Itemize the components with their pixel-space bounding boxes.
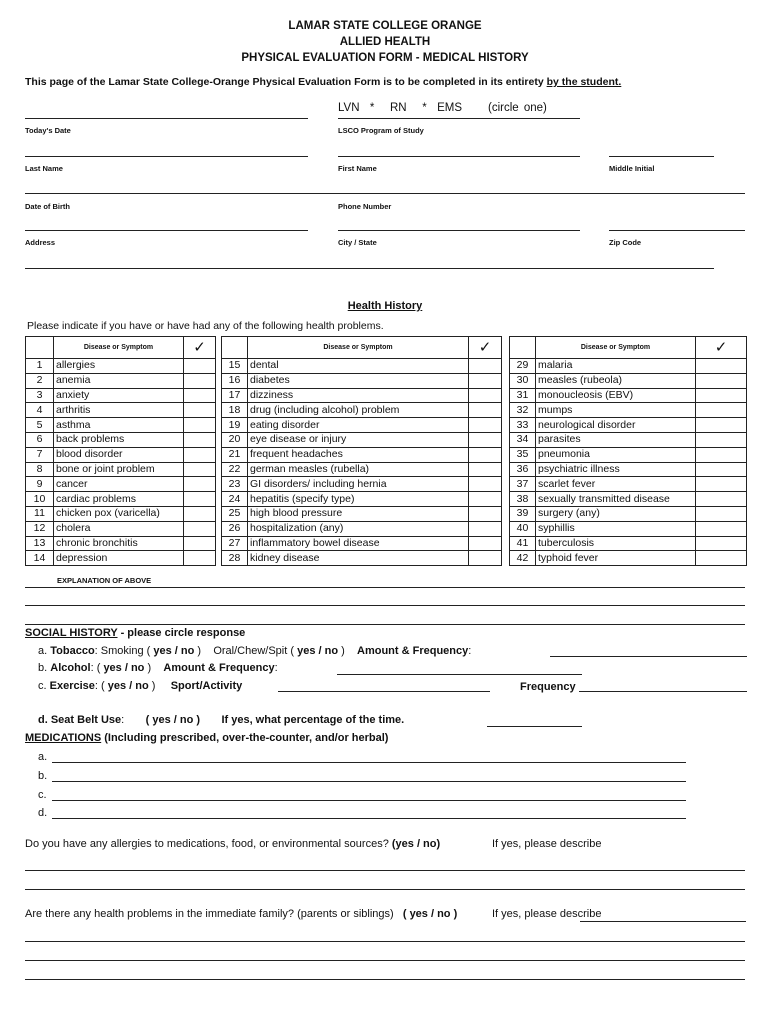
table-row <box>26 359 747 374</box>
disease-name: neurological disorder <box>536 418 696 433</box>
column-gap <box>502 536 510 551</box>
column-gap <box>502 359 510 374</box>
department-name: ALLIED HEALTH <box>339 36 431 48</box>
check-cell[interactable] <box>184 373 216 388</box>
disease-name: drug (including alcohol) problem <box>248 403 469 418</box>
family-describe-line[interactable] <box>580 921 746 922</box>
disease-name: chicken pox (varicella) <box>54 506 184 521</box>
check-cell[interactable] <box>696 447 747 462</box>
seatbelt-prefix: d. <box>38 714 48 726</box>
table-row <box>26 432 747 447</box>
city-line[interactable] <box>338 230 580 231</box>
explanation-line-3[interactable] <box>25 624 745 625</box>
tobacco-close-2: ) <box>341 645 345 657</box>
disease-name: psychiatric illness <box>536 462 696 477</box>
disease-name: anemia <box>54 373 184 388</box>
exercise-sport-line[interactable] <box>278 691 490 692</box>
exercise-row <box>38 680 242 692</box>
disease-name: eye disease or injury <box>248 432 469 447</box>
check-cell[interactable] <box>696 373 747 388</box>
disease-name: anxiety <box>54 388 184 403</box>
item-number: 2 <box>26 373 54 388</box>
circle-note: (circle one) <box>488 102 547 114</box>
family-row <box>25 908 457 920</box>
family-describe: If yes, please describe <box>492 908 602 920</box>
exercise-close: ) <box>151 680 156 692</box>
check-cell[interactable] <box>469 403 502 418</box>
item-number: 29 <box>510 359 536 374</box>
exercise-open: : ( <box>94 680 105 692</box>
check-cell[interactable] <box>696 536 747 551</box>
item-number: 39 <box>510 506 536 521</box>
program-label: LSCO Program of Study <box>338 126 424 135</box>
table-row <box>26 506 747 521</box>
disease-name: cancer <box>54 477 184 492</box>
medications-subtitle: (Including prescribed, over-the-counter, and/or herbal) <box>101 732 389 744</box>
item-number: 18 <box>222 403 248 418</box>
middle-initial-line[interactable] <box>609 156 714 157</box>
form-title: PHYSICAL EVALUATION FORM - MEDICAL HISTORY <box>241 52 529 64</box>
table-row <box>26 477 747 492</box>
tobacco-label: Tobacco <box>50 645 95 657</box>
first-name-label: First Name <box>338 164 377 173</box>
program-lvn[interactable]: LVN <box>338 102 360 114</box>
allergies-line-1[interactable] <box>25 870 745 871</box>
item-number: 15 <box>222 359 248 374</box>
disease-name: parasites <box>536 432 696 447</box>
alcohol-amount: Amount & Frequency <box>163 662 275 674</box>
disease-name: cholera <box>54 521 184 536</box>
disease-name: malaria <box>536 359 696 374</box>
program-rn[interactable]: RN <box>390 102 407 114</box>
col-header-1: Disease or Symptom <box>54 337 184 359</box>
disease-name: eating disorder <box>248 418 469 433</box>
allergies-question: Do you have any allergies to medications, food, or environmental sources? <box>25 838 389 850</box>
exercise-frequency-label: Frequency <box>520 681 576 693</box>
check-cell[interactable] <box>696 403 747 418</box>
allergies-describe: If yes, please describe <box>492 838 602 850</box>
item-number: 23 <box>222 477 248 492</box>
column-gap <box>502 418 510 433</box>
check-cell[interactable] <box>696 462 747 477</box>
item-number: 26 <box>222 521 248 536</box>
health-history-table <box>25 336 747 566</box>
alcohol-amount-line[interactable] <box>337 674 582 675</box>
disease-name: kidney disease <box>248 551 469 566</box>
table-row <box>26 462 747 477</box>
item-number: 1 <box>26 359 54 374</box>
seatbelt-percentage-line[interactable] <box>487 726 582 727</box>
alcohol-row <box>38 662 278 674</box>
check-cell[interactable] <box>696 418 747 433</box>
sep-1: * <box>369 102 375 114</box>
column-gap <box>502 492 510 507</box>
address-line[interactable] <box>25 230 308 231</box>
medications-heading <box>25 732 388 744</box>
column-gap <box>502 403 510 418</box>
table-row <box>26 551 747 566</box>
family-line-2[interactable] <box>25 960 745 961</box>
tobacco-smoking: : Smoking ( <box>94 645 151 657</box>
disease-name: syphillis <box>536 521 696 536</box>
check-cell[interactable] <box>469 373 502 388</box>
item-number: 9 <box>26 477 54 492</box>
first-name-line[interactable] <box>338 156 580 157</box>
program-ems[interactable]: EMS <box>437 102 463 114</box>
allergies-row <box>25 838 440 850</box>
dob-label: Date of Birth <box>25 202 70 211</box>
explanation-line-2[interactable] <box>25 605 745 606</box>
disease-name: measles (rubeola) <box>536 373 696 388</box>
item-number: 24 <box>222 492 248 507</box>
disease-name: surgery (any) <box>536 506 696 521</box>
alcohol-colon: : <box>274 662 278 674</box>
item-number: 19 <box>222 418 248 433</box>
col-num-1 <box>26 337 54 359</box>
check-cell[interactable] <box>469 418 502 433</box>
disease-name: back problems <box>54 432 184 447</box>
exercise-label: Exercise <box>49 680 95 692</box>
item-number: 40 <box>510 521 536 536</box>
gap-2 <box>502 337 510 359</box>
table-row <box>26 447 747 462</box>
check-cell[interactable] <box>469 492 502 507</box>
item-number: 4 <box>26 403 54 418</box>
col-header-3: Disease or Symptom <box>536 337 696 359</box>
item-number: 28 <box>222 551 248 566</box>
check-cell[interactable] <box>184 359 216 374</box>
medication-label-c: c. <box>38 789 47 801</box>
table-row <box>26 388 747 403</box>
city-state-label: City / State <box>338 238 377 247</box>
exercise-yes-no[interactable]: yes / no <box>107 680 149 692</box>
check-cell[interactable] <box>184 521 216 536</box>
family-question: Are there any health problems in the immediate family? (parents or siblings) <box>25 908 394 920</box>
check-cell[interactable] <box>469 447 502 462</box>
item-number: 41 <box>510 536 536 551</box>
social-history-heading <box>25 627 245 639</box>
check-cell[interactable] <box>696 432 747 447</box>
check-cell[interactable] <box>469 551 502 566</box>
disease-name: bone or joint problem <box>54 462 184 477</box>
column-gap <box>502 521 510 536</box>
item-number: 20 <box>222 432 248 447</box>
check-cell[interactable] <box>696 551 747 566</box>
program-options[interactable] <box>338 102 547 114</box>
disease-name: cardiac problems <box>54 492 184 507</box>
social-history-instruction: - please circle response <box>117 627 246 639</box>
health-history-instruction: Please indicate if you have or have had any of the following health problems. <box>27 320 384 332</box>
item-number: 32 <box>510 403 536 418</box>
disease-name: depression <box>54 551 184 566</box>
item-number: 30 <box>510 373 536 388</box>
check-cell[interactable] <box>469 359 502 374</box>
column-gap <box>502 506 510 521</box>
alcohol-open: : ( <box>90 662 101 674</box>
item-number: 37 <box>510 477 536 492</box>
column-gap <box>502 432 510 447</box>
disease-name: allergies <box>54 359 184 374</box>
seatbelt-label: Seat Belt Use <box>50 714 122 726</box>
table-row <box>26 373 747 388</box>
item-number: 17 <box>222 388 248 403</box>
check-cell[interactable] <box>184 388 216 403</box>
disease-name: mumps <box>536 403 696 418</box>
tobacco-amount: Amount & Frequency <box>357 645 469 657</box>
middle-initial-label: Middle Initial <box>609 164 655 173</box>
item-number: 35 <box>510 447 536 462</box>
medication-line-c[interactable] <box>52 800 686 801</box>
check-cell[interactable] <box>184 551 216 566</box>
disease-name: arthritis <box>54 403 184 418</box>
check-cell[interactable] <box>469 388 502 403</box>
exercise-sport: Sport/Activity <box>170 680 243 692</box>
item-number: 8 <box>26 462 54 477</box>
disease-name: chronic bronchitis <box>54 536 184 551</box>
alcohol-yes-no[interactable]: yes / no <box>103 662 145 674</box>
disease-name: asthma <box>54 418 184 433</box>
address-continued-line[interactable] <box>25 268 714 269</box>
tobacco-amount-line[interactable] <box>550 656 747 657</box>
column-gap <box>502 551 510 566</box>
tobacco-colon: : <box>468 645 472 657</box>
intro-emphasis: by the student. <box>546 76 622 88</box>
medication-line-b[interactable] <box>52 781 686 782</box>
col-num-2 <box>222 337 248 359</box>
disease-name: dizziness <box>248 388 469 403</box>
item-number: 5 <box>26 418 54 433</box>
col-header-2: Disease or Symptom <box>248 337 469 359</box>
health-history-title: Health History <box>347 300 423 312</box>
disease-name: high blood pressure <box>248 506 469 521</box>
alcohol-label: Alcohol <box>50 662 91 674</box>
disease-name: hepatitis (specify type) <box>248 492 469 507</box>
check-cell[interactable] <box>184 462 216 477</box>
item-number: 22 <box>222 462 248 477</box>
tobacco-close-1: ) <box>197 645 202 657</box>
medication-label-a: a. <box>38 751 48 763</box>
check-cell[interactable] <box>469 521 502 536</box>
check-cell[interactable] <box>184 492 216 507</box>
check-cell[interactable] <box>469 506 502 521</box>
disease-name: hospitalization (any) <box>248 521 469 536</box>
disease-name: dental <box>248 359 469 374</box>
item-number: 25 <box>222 506 248 521</box>
check-header-1: ✓ <box>184 337 216 359</box>
column-gap <box>502 373 510 388</box>
column-gap <box>502 477 510 492</box>
check-cell[interactable] <box>696 388 747 403</box>
check-cell[interactable] <box>184 403 216 418</box>
explanation-line-1[interactable] <box>25 587 745 588</box>
family-line-3[interactable] <box>25 979 745 980</box>
zip-line[interactable] <box>609 230 745 231</box>
item-number: 16 <box>222 373 248 388</box>
allergies-yes-no[interactable]: (yes / no) <box>391 838 441 850</box>
check-cell[interactable] <box>469 432 502 447</box>
family-line-1[interactable] <box>25 941 745 942</box>
address-label: Address <box>25 238 56 247</box>
check-header-2: ✓ <box>469 337 502 359</box>
zip-label: Zip Code <box>609 238 642 247</box>
check-cell[interactable] <box>184 418 216 433</box>
disease-name: blood disorder <box>54 447 184 462</box>
item-number: 10 <box>26 492 54 507</box>
item-number: 31 <box>510 388 536 403</box>
tobacco-smoking-yes-no[interactable]: yes / no <box>153 645 195 657</box>
last-name-line[interactable] <box>25 156 308 157</box>
intro-main: This page of the Lamar State College-Orange Physical Evaluation Form is to be completed in its entirety <box>25 76 547 88</box>
disease-name: tuberculosis <box>536 536 696 551</box>
intro-text <box>25 76 621 88</box>
check-cell[interactable] <box>184 477 216 492</box>
dob-phone-line[interactable] <box>25 193 745 194</box>
check-cell[interactable] <box>184 506 216 521</box>
check-cell[interactable] <box>469 462 502 477</box>
medication-label-b: b. <box>38 770 48 782</box>
item-number: 34 <box>510 432 536 447</box>
item-number: 27 <box>222 536 248 551</box>
check-cell[interactable] <box>184 536 216 551</box>
col-num-3 <box>510 337 536 359</box>
disease-name: frequent headaches <box>248 447 469 462</box>
check-cell[interactable] <box>469 477 502 492</box>
medication-line-d[interactable] <box>52 818 686 819</box>
item-number: 36 <box>510 462 536 477</box>
check-cell[interactable] <box>184 432 216 447</box>
column-gap <box>502 447 510 462</box>
check-cell[interactable] <box>696 359 747 374</box>
table-row <box>26 536 747 551</box>
disease-name: monoucleosis (EBV) <box>536 388 696 403</box>
check-header-3: ✓ <box>696 337 747 359</box>
check-cell[interactable] <box>469 536 502 551</box>
tobacco-oral-yes-no[interactable]: yes / no <box>297 645 339 657</box>
sep-2: * <box>422 102 427 114</box>
seatbelt-colon: : <box>121 714 125 726</box>
item-number: 12 <box>26 521 54 536</box>
check-cell[interactable] <box>184 447 216 462</box>
disease-name: inflammatory bowel disease <box>248 536 469 551</box>
seatbelt-row <box>38 714 404 726</box>
program-line[interactable] <box>338 118 580 119</box>
item-number: 38 <box>510 492 536 507</box>
alcohol-prefix: b. <box>38 662 48 674</box>
disease-name: GI disorders/ including hernia <box>248 477 469 492</box>
exercise-prefix: c. <box>38 680 47 692</box>
check-cell[interactable] <box>696 506 747 521</box>
disease-name: diabetes <box>248 373 469 388</box>
item-number: 14 <box>26 551 54 566</box>
alcohol-close: ) <box>147 662 152 674</box>
check-cell[interactable] <box>696 492 747 507</box>
column-gap <box>502 462 510 477</box>
item-number: 42 <box>510 551 536 566</box>
item-number: 33 <box>510 418 536 433</box>
item-number: 13 <box>26 536 54 551</box>
disease-name: typhoid fever <box>536 551 696 566</box>
disease-name: sexually transmitted disease <box>536 492 696 507</box>
disease-name: pneumonia <box>536 447 696 462</box>
tobacco-row <box>38 645 471 657</box>
tobacco-prefix: a. <box>38 645 48 657</box>
disease-name: german measles (rubella) <box>248 462 469 477</box>
todays-date-label: Today's Date <box>25 126 71 135</box>
allergies-line-2[interactable] <box>25 889 745 890</box>
check-cell[interactable] <box>696 521 747 536</box>
table-row <box>26 403 747 418</box>
table-row <box>26 492 747 507</box>
item-number: 7 <box>26 447 54 462</box>
medication-label-d: d. <box>38 807 48 819</box>
medication-line-a[interactable] <box>52 762 686 763</box>
item-number: 3 <box>26 388 54 403</box>
family-yes-no[interactable]: ( yes / no ) <box>402 908 458 920</box>
disease-name: scarlet fever <box>536 477 696 492</box>
table-row <box>26 418 747 433</box>
explanation-label: EXPLANATION OF ABOVE <box>57 576 152 585</box>
column-gap <box>502 388 510 403</box>
last-name-label: Last Name <box>25 164 63 173</box>
social-history-title: SOCIAL HISTORY <box>25 627 118 639</box>
item-number: 11 <box>26 506 54 521</box>
tobacco-oral: Oral/Chew/Spit ( <box>213 645 295 657</box>
todays-date-line[interactable] <box>25 118 308 119</box>
exercise-frequency-line[interactable] <box>579 691 747 692</box>
item-number: 21 <box>222 447 248 462</box>
seatbelt-yes-no[interactable]: ( yes / no ) <box>145 714 201 726</box>
phone-label: Phone Number <box>338 202 392 211</box>
seatbelt-question: If yes, what percentage of the time. <box>221 714 405 726</box>
item-number: 6 <box>26 432 54 447</box>
check-cell[interactable] <box>696 477 747 492</box>
table-row <box>26 521 747 536</box>
medications-title: MEDICATIONS <box>25 732 102 744</box>
college-name: LAMAR STATE COLLEGE ORANGE <box>288 20 482 32</box>
